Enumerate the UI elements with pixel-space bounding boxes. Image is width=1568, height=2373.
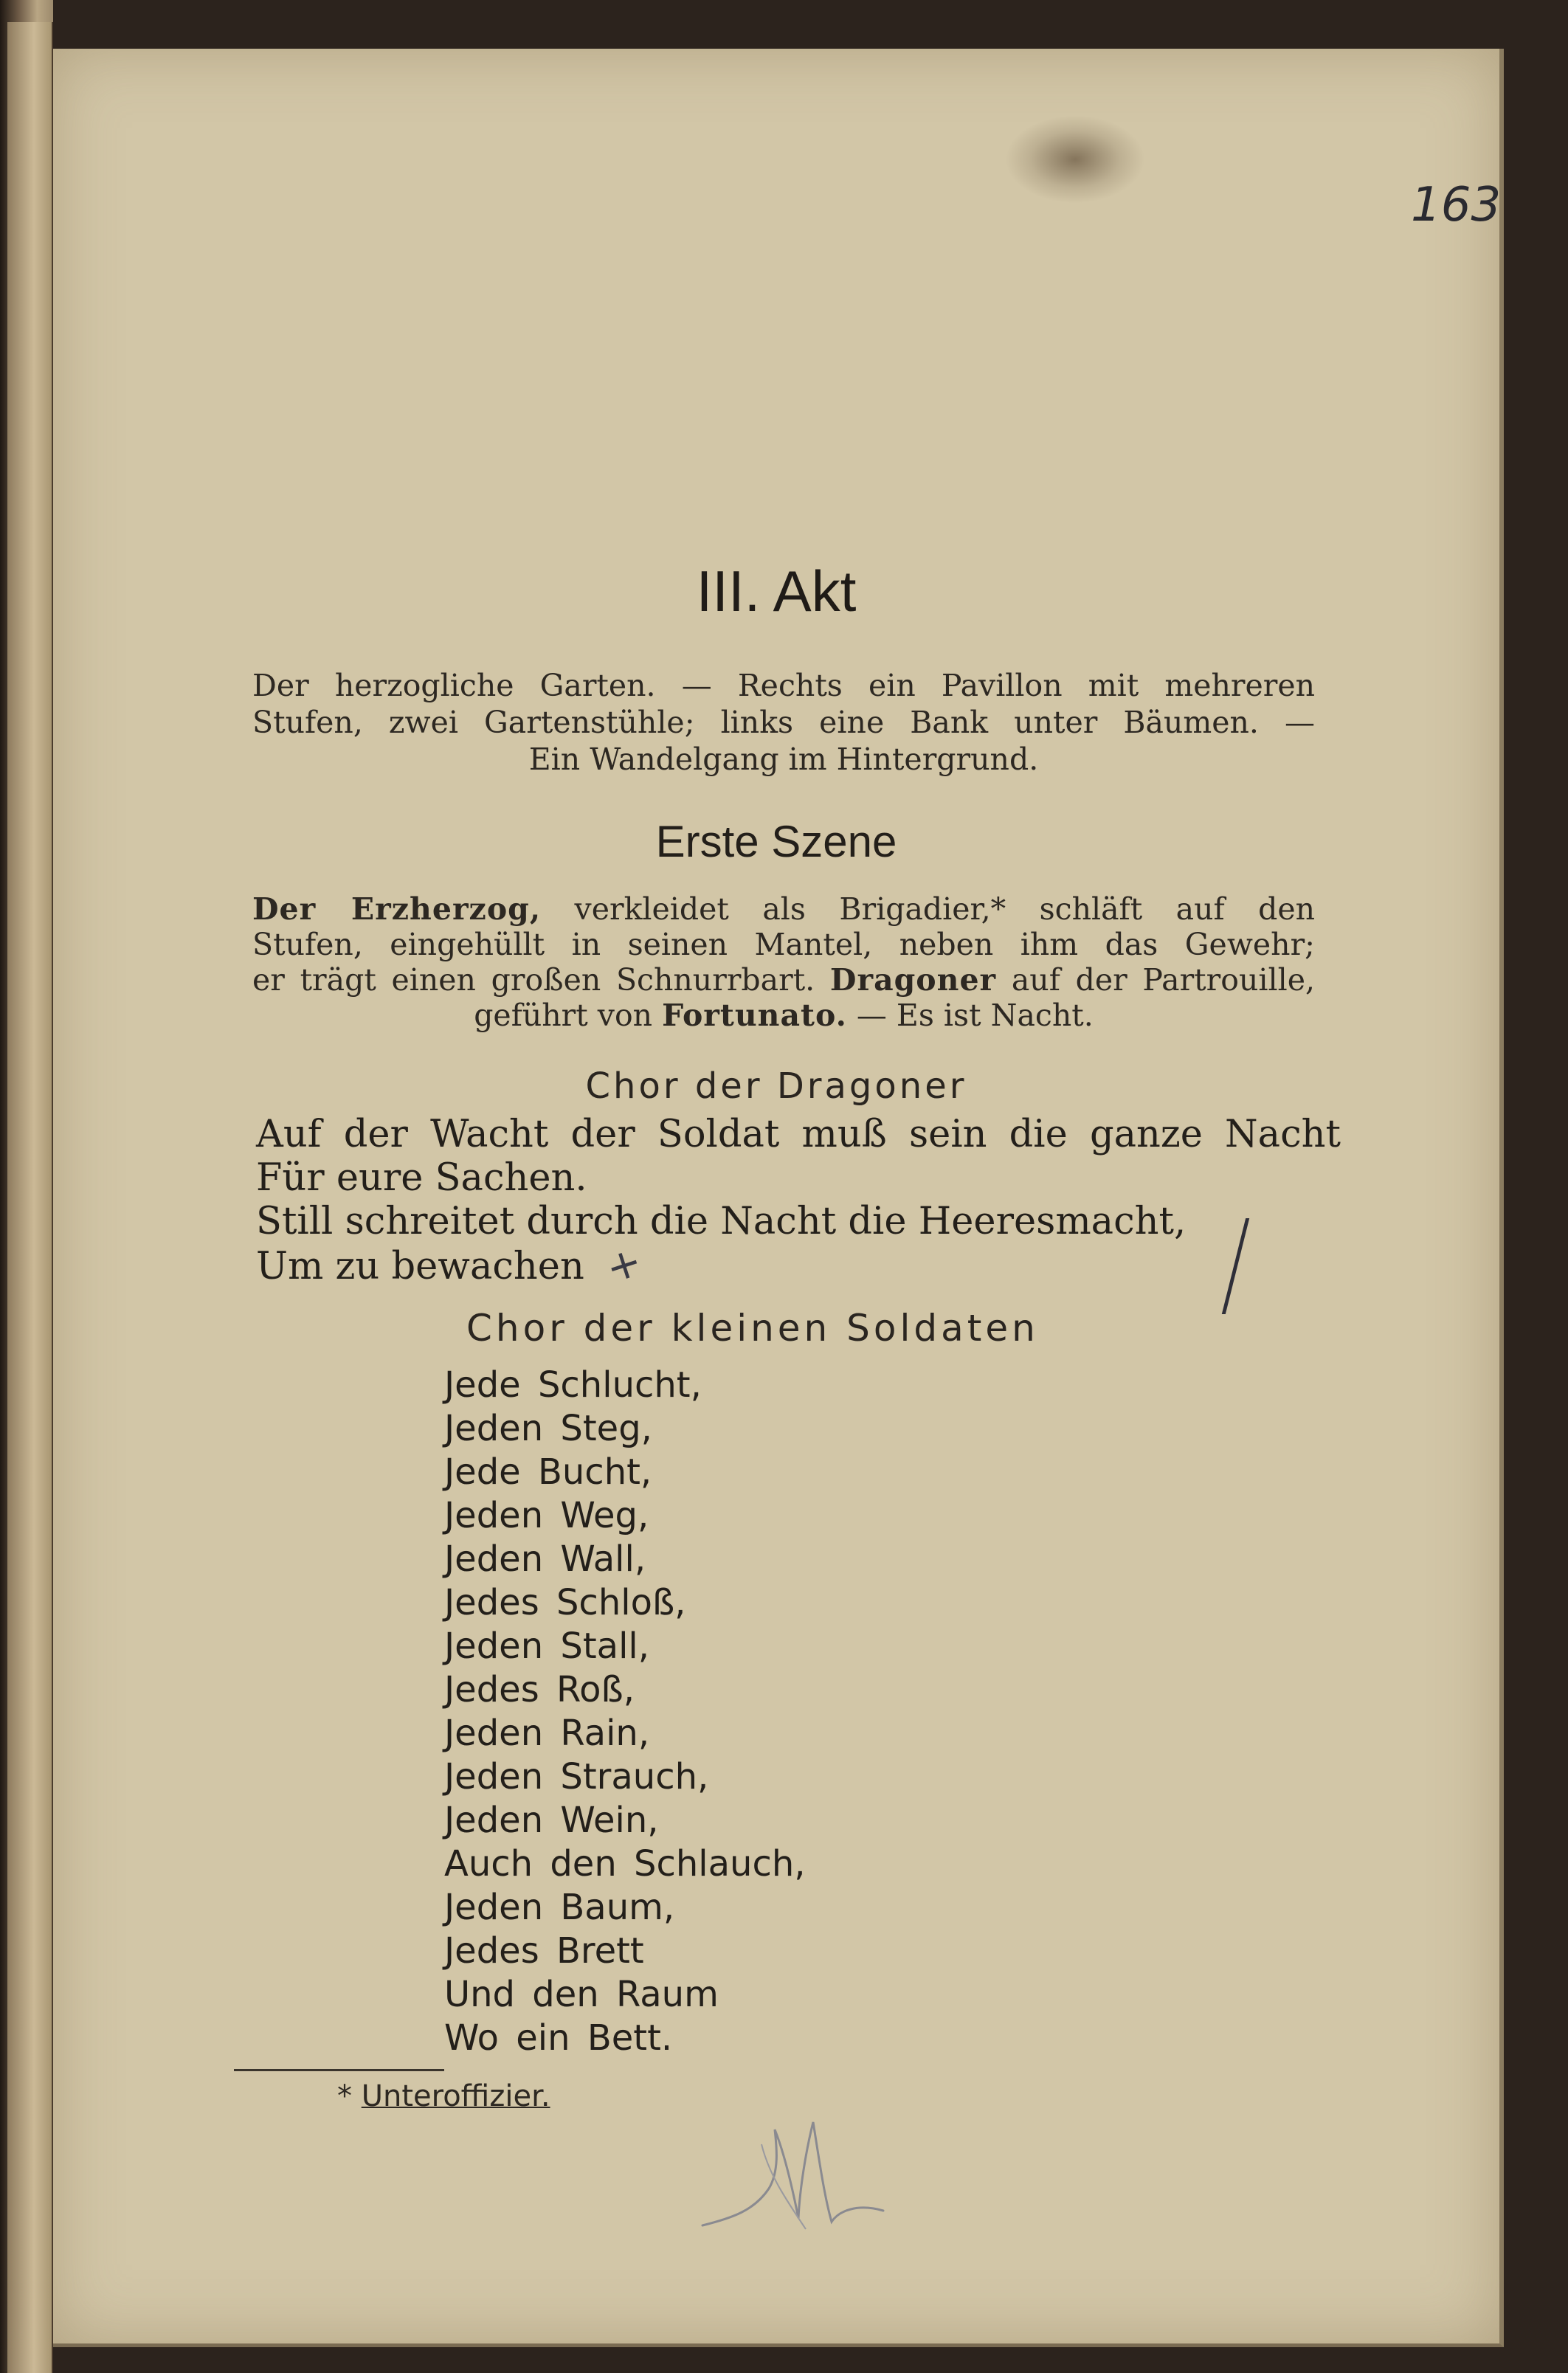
verse-line: Jede Schlucht, bbox=[444, 1364, 702, 1406]
verse-line: Um zu bewachen + bbox=[256, 1237, 648, 1293]
verse-line: Jede Bucht, bbox=[444, 1451, 652, 1493]
verse-line: Für eure Sachen. bbox=[256, 1156, 587, 1200]
scene-title: Erste Szene bbox=[655, 817, 897, 866]
verse-line: Wo ein Bett. bbox=[444, 2017, 673, 2059]
verse-line: Auch den Schlauch, bbox=[444, 1843, 806, 1885]
chorus-dragoons-heading: Chor der Dragoner bbox=[585, 1065, 967, 1107]
pencil-initials-signature bbox=[688, 2100, 909, 2262]
book-page bbox=[53, 49, 1504, 2347]
verse-line: Jeden Stall, bbox=[444, 1626, 649, 1667]
verse-line: Jedes Schloß, bbox=[444, 1582, 686, 1623]
verse-line: Still schreitet durch die Nacht die Heeresmacht, bbox=[256, 1200, 1187, 1243]
verse-line: Jedes Roß, bbox=[444, 1669, 635, 1710]
stage-direction-line: geführt von Fortunato. — Es ist Nacht. bbox=[474, 998, 1094, 1033]
footnote-divider bbox=[234, 2069, 444, 2071]
verse-line: Auf der Wacht der Soldat muß sein die ganze Nacht bbox=[256, 1113, 1341, 1156]
chorus-small-soldiers-heading: Chor der kleinen Soldaten bbox=[466, 1307, 1039, 1350]
character-name: Fortunato. bbox=[662, 998, 847, 1033]
setting-line: Stufen, zwei Gartenstühle; links eine Bank unter Bäumen. — bbox=[252, 705, 1315, 740]
verse-line: Jedes Brett bbox=[444, 1930, 644, 1972]
act-title: III. Akt bbox=[696, 559, 857, 624]
footnote-marker: * bbox=[337, 2079, 362, 2113]
stage-direction-line: Der Erzherzog, verkleidet als Brigadier,* schläft auf den bbox=[252, 891, 1315, 927]
chorus-dragoons-verse bbox=[256, 1113, 1341, 1293]
verse-line: Jeden Weg, bbox=[444, 1495, 649, 1536]
setting-line: Der herzogliche Garten. — Rechts ein Pavillon mit mehreren bbox=[252, 668, 1315, 703]
chorus-small-soldiers-verse bbox=[444, 1364, 1108, 2060]
character-name: Dragoner bbox=[829, 962, 997, 998]
ink-stain bbox=[1005, 115, 1145, 204]
handwritten-page-number: 163 bbox=[1411, 178, 1502, 232]
handwritten-cross-mark: + bbox=[599, 1237, 648, 1293]
verse-line: Jeden Strauch, bbox=[444, 1756, 709, 1797]
stage-direction bbox=[252, 891, 1315, 1033]
verse-line: Jeden Steg, bbox=[444, 1408, 652, 1449]
verse-line: Jeden Wall, bbox=[444, 1538, 646, 1580]
stage-direction-line: er trägt einen großen Schnurrbart. Dragoner auf der Partrouille, bbox=[252, 962, 1315, 998]
stage-direction-line: Stufen, eingehüllt in seinen Mantel, neben ihm das Gewehr; bbox=[252, 927, 1315, 962]
verse-line: Jeden Rain, bbox=[444, 1713, 650, 1754]
verse-line: Jeden Baum, bbox=[444, 1887, 675, 1928]
left-page-edge bbox=[7, 22, 53, 2373]
setting-line: Ein Wandelgang im Hintergrund. bbox=[528, 742, 1039, 777]
footnote-text: Unteroffizier. bbox=[361, 2079, 550, 2113]
setting-description bbox=[252, 667, 1315, 778]
character-name: Der Erzherzog, bbox=[252, 891, 542, 927]
verse-line: Jeden Wein, bbox=[444, 1800, 659, 1841]
verse-line: Und den Raum bbox=[444, 1974, 719, 2015]
